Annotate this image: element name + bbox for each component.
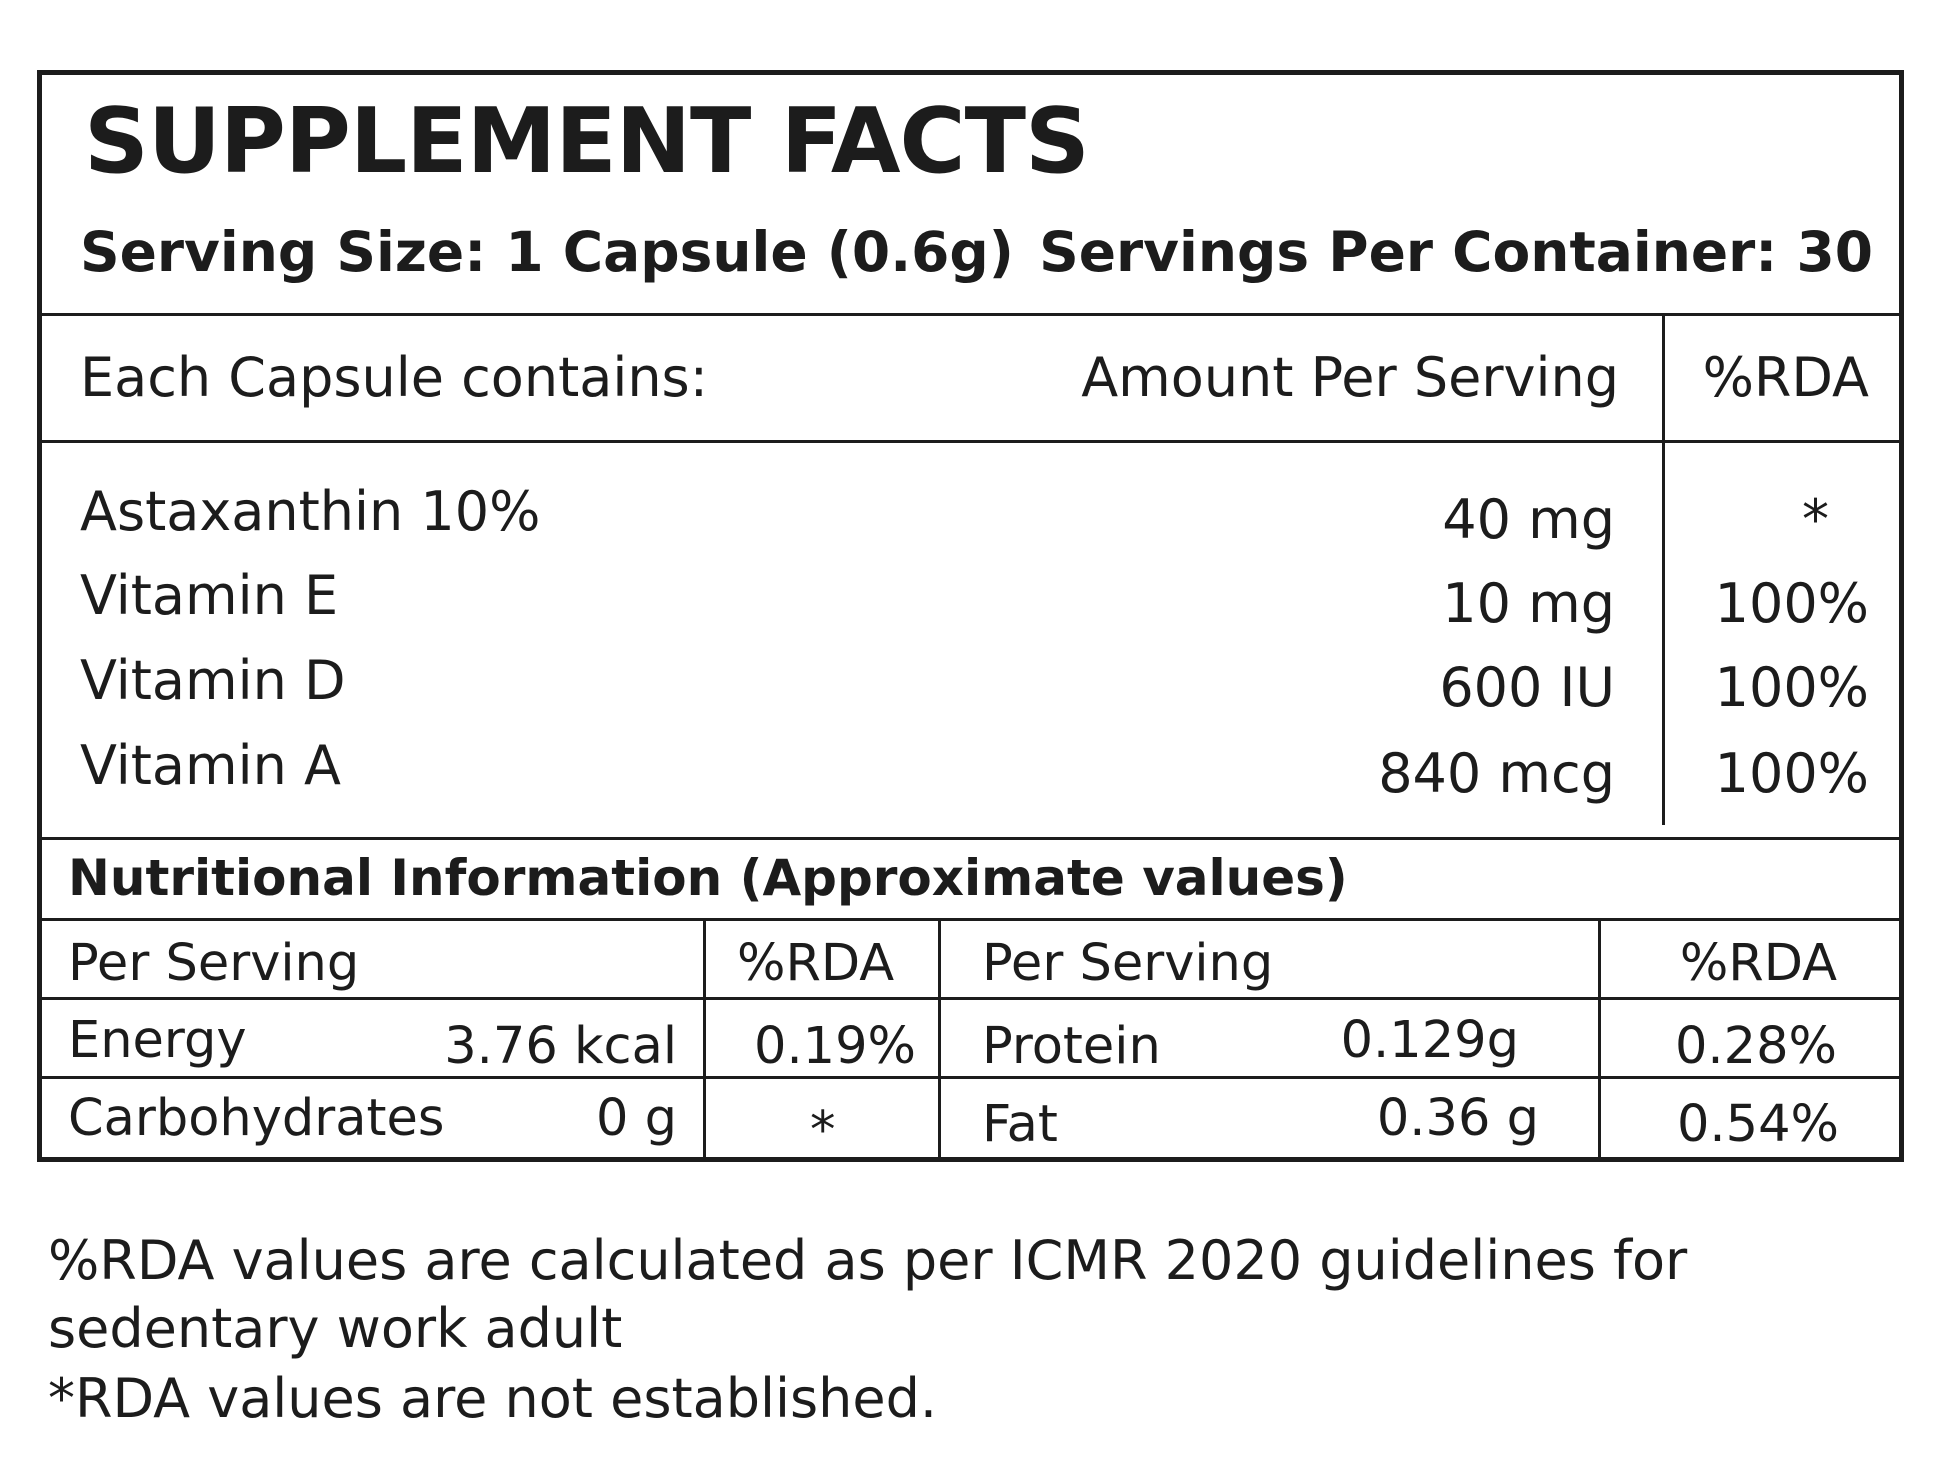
nutrient-name: Protein [982, 1017, 1161, 1076]
footnote-rda-not-established: *RDA values are not established. [48, 1367, 938, 1430]
servings-per-container: Servings Per Container: 30 [1039, 220, 1873, 284]
ingredient-name: Vitamin D [80, 649, 346, 712]
ingredient-rda: 100% [1714, 656, 1869, 719]
column-divider [938, 920, 941, 1157]
ingredient-amount: 600 IU [1439, 656, 1615, 719]
footnote-rda-basis-cont: sedentary work adult [48, 1297, 623, 1360]
nutrition-left-rda-header: %RDA [737, 934, 895, 993]
ingredient-rda: 100% [1714, 742, 1869, 805]
ingredient-name: Vitamin A [80, 734, 341, 797]
ingredient-rda: * [1802, 488, 1829, 551]
nutrient-rda: 0.54% [1676, 1095, 1839, 1154]
nutrient-value: 0.36 g [1376, 1089, 1539, 1148]
nutrition-right-rda-header: %RDA [1679, 934, 1837, 993]
supplement-facts-panel [37, 70, 1904, 1162]
nutrient-name: Fat [982, 1095, 1058, 1154]
header-amount: Amount Per Serving [1081, 346, 1619, 409]
ingredient-amount: 840 mcg [1378, 742, 1615, 805]
divider [42, 997, 1899, 1000]
header-rda: %RDA [1702, 346, 1869, 409]
ingredient-amount: 10 mg [1442, 572, 1615, 635]
nutrient-value: 0.129g [1340, 1011, 1519, 1070]
footnote-rda-basis: %RDA values are calculated as per ICMR 2020 guidelines for [48, 1229, 1688, 1292]
ingredient-rda: 100% [1714, 572, 1869, 635]
column-divider [1598, 920, 1601, 1157]
nutrient-value: 0 g [595, 1089, 677, 1148]
nutrient-value: 3.76 kcal [444, 1017, 677, 1076]
divider [42, 313, 1899, 316]
nutrient-rda: * [810, 1101, 836, 1160]
nutrition-left-header: Per Serving [68, 934, 360, 993]
ingredient-name: Vitamin E [80, 564, 339, 627]
ingredient-name: Astaxanthin 10% [80, 480, 541, 543]
divider [42, 837, 1899, 840]
divider [42, 1076, 1899, 1079]
nutrition-title: Nutritional Information (Approximate values) [68, 849, 1348, 907]
nutrient-name: Energy [68, 1011, 247, 1070]
panel-title: SUPPLEMENT FACTS [84, 89, 1089, 194]
column-divider [703, 920, 706, 1157]
nutrition-right-header: Per Serving [982, 934, 1274, 993]
column-divider [1662, 315, 1665, 825]
divider [42, 440, 1899, 443]
divider [42, 918, 1899, 921]
nutrient-name: Carbohydrates [68, 1089, 445, 1148]
serving-size: Serving Size: 1 Capsule (0.6g) [80, 220, 1014, 284]
nutrient-rda: 0.28% [1674, 1017, 1837, 1076]
nutrient-rda: 0.19% [754, 1017, 917, 1076]
ingredient-amount: 40 mg [1442, 488, 1615, 551]
header-ingredient: Each Capsule contains: [80, 346, 708, 409]
